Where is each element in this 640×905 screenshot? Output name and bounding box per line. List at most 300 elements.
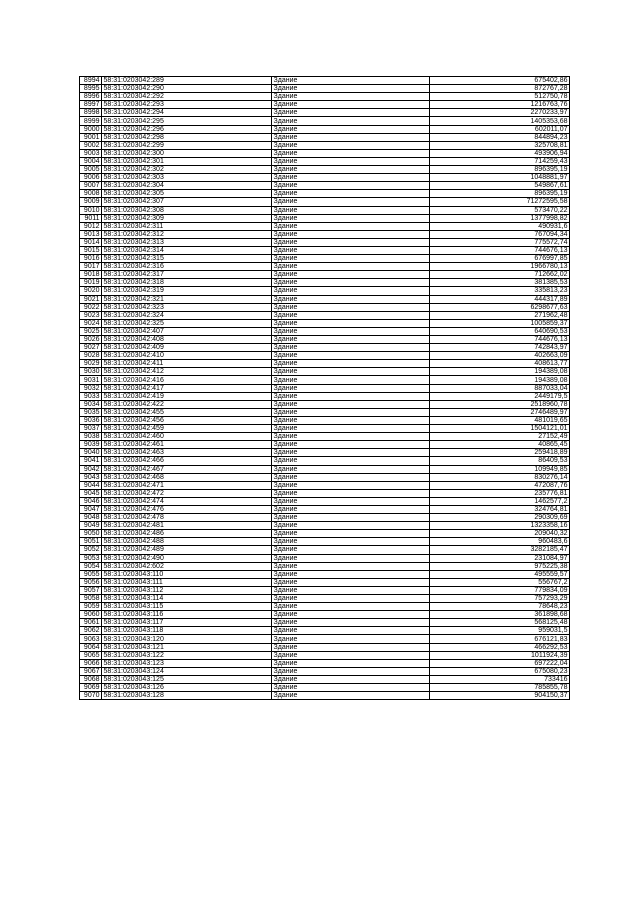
cadastral-number: 58:31:0203042:314: [102, 246, 272, 254]
row-number: 9025: [80, 327, 102, 335]
cadastral-number: 58:31:0203042:298: [102, 133, 272, 141]
cadastral-number: 58:31:0203042:486: [102, 530, 272, 538]
row-number: 8997: [80, 101, 102, 109]
cadastral-number: 58:31:0203043:111: [102, 578, 272, 586]
cadastral-number: 58:31:0203042:316: [102, 263, 272, 271]
row-number: 9053: [80, 554, 102, 562]
object-type: Здание: [272, 352, 430, 360]
table-row: [80, 352, 570, 360]
table-row: [80, 692, 570, 700]
table-row: [80, 255, 570, 263]
cadastral-number: 58:31:0203043:116: [102, 611, 272, 619]
table-row: [80, 157, 570, 165]
cadastral-number: 58:31:0203043:124: [102, 667, 272, 675]
cadastral-value: 290309,69: [430, 514, 570, 522]
cadastral-value: 1005859,37: [430, 319, 570, 327]
row-number: 8999: [80, 117, 102, 125]
cadastral-value: 714259,43: [430, 157, 570, 165]
row-number: 9065: [80, 651, 102, 659]
cadastral-value: 775572,74: [430, 238, 570, 246]
cadastral-value: 896395,19: [430, 166, 570, 174]
cadastral-value: 408613,77: [430, 360, 570, 368]
table-row: [80, 578, 570, 586]
object-type: Здание: [272, 441, 430, 449]
cadastral-number: 58:31:0203042:411: [102, 360, 272, 368]
object-type: Здание: [272, 85, 430, 93]
cadastral-number: 58:31:0203042:313: [102, 238, 272, 246]
cadastral-number: 58:31:0203042:412: [102, 368, 272, 376]
row-number: 9027: [80, 344, 102, 352]
object-type: Здание: [272, 684, 430, 692]
object-type: Здание: [272, 327, 430, 335]
cadastral-value: 975225,38: [430, 562, 570, 570]
row-number: 9009: [80, 198, 102, 206]
row-number: 9039: [80, 441, 102, 449]
cadastral-number: 58:31:0203042:295: [102, 117, 272, 125]
cadastral-value: 1048881,97: [430, 174, 570, 182]
cadastral-number: 58:31:0203042:474: [102, 497, 272, 505]
cadastral-number: 58:31:0203042:293: [102, 101, 272, 109]
table-row: [80, 319, 570, 327]
cadastral-value: 1405353,68: [430, 117, 570, 125]
cadastral-number: 58:31:0203042:318: [102, 279, 272, 287]
row-number: 9050: [80, 530, 102, 538]
table-row: [80, 457, 570, 465]
row-number: 9013: [80, 230, 102, 238]
row-number: 9061: [80, 619, 102, 627]
object-type: Здание: [272, 311, 430, 319]
cadastral-value: 493906,94: [430, 149, 570, 157]
cadastral-number: 58:31:0203043:117: [102, 619, 272, 627]
object-type: Здание: [272, 603, 430, 611]
object-type: Здание: [272, 214, 430, 222]
cadastral-value: 872767,28: [430, 85, 570, 93]
row-number: 9026: [80, 336, 102, 344]
row-number: 8995: [80, 85, 102, 93]
cadastral-number: 58:31:0203042:459: [102, 425, 272, 433]
cadastral-value: 2518960,78: [430, 400, 570, 408]
cadastral-number: 58:31:0203042:311: [102, 222, 272, 230]
row-number: 9045: [80, 489, 102, 497]
cadastral-number: 58:31:0203042:317: [102, 271, 272, 279]
table-row: [80, 279, 570, 287]
cadastral-value: 742843,97: [430, 344, 570, 352]
cadastral-number: 58:31:0203042:294: [102, 109, 272, 117]
cadastral-value: 744676,13: [430, 246, 570, 254]
row-number: 9059: [80, 603, 102, 611]
table-row: [80, 368, 570, 376]
cadastral-value: 235776,81: [430, 489, 570, 497]
cadastral-value: 744676,13: [430, 336, 570, 344]
row-number: 9042: [80, 465, 102, 473]
table-body: [80, 77, 570, 700]
object-type: Здание: [272, 433, 430, 441]
cadastral-value: 361898,68: [430, 611, 570, 619]
object-type: Здание: [272, 77, 430, 85]
cadastral-number: 58:31:0203042:321: [102, 295, 272, 303]
cadastral-value: 78648,23: [430, 603, 570, 611]
object-type: Здание: [272, 554, 430, 562]
object-type: Здание: [272, 546, 430, 554]
cadastral-value: 556767,2: [430, 578, 570, 586]
cadastral-value: 335813,23: [430, 287, 570, 295]
cadastral-number: 58:31:0203042:490: [102, 554, 272, 562]
cadastral-value: 481019,65: [430, 416, 570, 424]
row-number: 9018: [80, 271, 102, 279]
cadastral-number: 58:31:0203042:303: [102, 174, 272, 182]
row-number: 9069: [80, 684, 102, 692]
table-row: [80, 166, 570, 174]
table-row: [80, 336, 570, 344]
cadastral-number: 58:31:0203042:309: [102, 214, 272, 222]
object-type: Здание: [272, 336, 430, 344]
row-number: 9049: [80, 522, 102, 530]
row-number: 9048: [80, 514, 102, 522]
table-row: [80, 433, 570, 441]
table-row: [80, 222, 570, 230]
row-number: 9057: [80, 586, 102, 594]
object-type: Здание: [272, 279, 430, 287]
object-type: Здание: [272, 619, 430, 627]
cadastral-value: 3282185,47: [430, 546, 570, 554]
row-number: 9008: [80, 190, 102, 198]
row-number: 9006: [80, 174, 102, 182]
cadastral-value: 887033,04: [430, 384, 570, 392]
table-row: [80, 416, 570, 424]
row-number: 9056: [80, 578, 102, 586]
row-number: 9040: [80, 449, 102, 457]
cadastral-value: 1504121,01: [430, 425, 570, 433]
row-number: 9015: [80, 246, 102, 254]
object-type: Здание: [272, 400, 430, 408]
row-number: 8996: [80, 93, 102, 101]
table-row: [80, 659, 570, 667]
table-row: [80, 198, 570, 206]
row-number: 9031: [80, 376, 102, 384]
cadastral-value: 2270233,97: [430, 109, 570, 117]
cadastral-value: 1323358,16: [430, 522, 570, 530]
cadastral-value: 194389,08: [430, 368, 570, 376]
row-number: 8994: [80, 77, 102, 85]
table-row: [80, 190, 570, 198]
cadastral-number: 58:31:0203042:305: [102, 190, 272, 198]
object-type: Здание: [272, 174, 430, 182]
cadastral-number: 58:31:0203042:488: [102, 538, 272, 546]
row-number: 9004: [80, 157, 102, 165]
cadastral-number: 58:31:0203042:466: [102, 457, 272, 465]
cadastral-number: 58:31:0203042:419: [102, 392, 272, 400]
cadastral-number: 58:31:0203042:478: [102, 514, 272, 522]
object-type: Здание: [272, 425, 430, 433]
object-type: Здание: [272, 457, 430, 465]
object-type: Здание: [272, 222, 430, 230]
table-row: [80, 489, 570, 497]
cadastral-number: 58:31:0203042:325: [102, 319, 272, 327]
object-type: Здание: [272, 449, 430, 457]
cadastral-value: 466292,53: [430, 643, 570, 651]
table-row: [80, 554, 570, 562]
object-type: Здание: [272, 198, 430, 206]
cadastral-value: 231084,97: [430, 554, 570, 562]
row-number: 9060: [80, 611, 102, 619]
object-type: Здание: [272, 384, 430, 392]
row-number: 9067: [80, 667, 102, 675]
object-type: Здание: [272, 408, 430, 416]
table-row: [80, 465, 570, 473]
object-type: Здание: [272, 255, 430, 263]
cadastral-number: 58:31:0203043:121: [102, 643, 272, 651]
table-row: [80, 311, 570, 319]
cadastral-value: 757293,29: [430, 595, 570, 603]
cadastral-number: 58:31:0203042:323: [102, 303, 272, 311]
object-type: Здание: [272, 190, 430, 198]
cadastral-value: 676121,83: [430, 635, 570, 643]
object-type: Здание: [272, 392, 430, 400]
table-row: [80, 408, 570, 416]
table-row: [80, 77, 570, 85]
object-type: Здание: [272, 538, 430, 546]
object-type: Здание: [272, 230, 430, 238]
row-number: 9043: [80, 473, 102, 481]
cadastral-number: 58:31:0203042:409: [102, 344, 272, 352]
cadastral-value: 830276,14: [430, 473, 570, 481]
cadastral-value: 2449179,5: [430, 392, 570, 400]
row-number: 8998: [80, 109, 102, 117]
cadastral-number: 58:31:0203042:312: [102, 230, 272, 238]
cadastral-number: 58:31:0203042:289: [102, 77, 272, 85]
object-type: Здание: [272, 497, 430, 505]
row-number: 9000: [80, 125, 102, 133]
cadastral-number: 58:31:0203043:128: [102, 692, 272, 700]
object-type: Здание: [272, 166, 430, 174]
table-row: [80, 101, 570, 109]
row-number: 9024: [80, 319, 102, 327]
cadastral-value: 1462577,2: [430, 497, 570, 505]
cadastral-value: 844894,23: [430, 133, 570, 141]
cadastral-number: 58:31:0203042:422: [102, 400, 272, 408]
table-row: [80, 562, 570, 570]
object-type: Здание: [272, 416, 430, 424]
table-row: [80, 287, 570, 295]
object-type: Здание: [272, 465, 430, 473]
cadastral-number: 58:31:0203042:416: [102, 376, 272, 384]
cadastral-value: 697222,04: [430, 659, 570, 667]
row-number: 9063: [80, 635, 102, 643]
cadastral-value: 271962,48: [430, 311, 570, 319]
object-type: Здание: [272, 182, 430, 190]
object-type: Здание: [272, 667, 430, 675]
table-row: [80, 238, 570, 246]
table-row: [80, 675, 570, 683]
cadastral-value: 490931,6: [430, 222, 570, 230]
cadastral-number: 58:31:0203042:471: [102, 481, 272, 489]
cadastral-number: 58:31:0203043:125: [102, 675, 272, 683]
row-number: 9052: [80, 546, 102, 554]
cadastral-value: 2746489,97: [430, 408, 570, 416]
table-row: [80, 117, 570, 125]
cadastral-value: 402663,09: [430, 352, 570, 360]
row-number: 9001: [80, 133, 102, 141]
row-number: 9007: [80, 182, 102, 190]
row-number: 9066: [80, 659, 102, 667]
table-row: [80, 263, 570, 271]
object-type: Здание: [272, 505, 430, 513]
row-number: 9055: [80, 570, 102, 578]
row-number: 9010: [80, 206, 102, 214]
cadastral-number: 58:31:0203042:468: [102, 473, 272, 481]
cadastral-number: 58:31:0203042:408: [102, 336, 272, 344]
cadastral-number: 58:31:0203042:290: [102, 85, 272, 93]
row-number: 9021: [80, 295, 102, 303]
cadastral-value: 40865,45: [430, 441, 570, 449]
row-number: 9068: [80, 675, 102, 683]
row-number: 9002: [80, 141, 102, 149]
table-row: [80, 214, 570, 222]
table-row: [80, 570, 570, 578]
object-type: Здание: [272, 303, 430, 311]
table-row: [80, 295, 570, 303]
cadastral-value: 259418,89: [430, 449, 570, 457]
cadastral-number: 58:31:0203043:120: [102, 635, 272, 643]
cadastral-value: 1216763,76: [430, 101, 570, 109]
cadastral-number: 58:31:0203042:315: [102, 255, 272, 263]
row-number: 9032: [80, 384, 102, 392]
row-number: 9016: [80, 255, 102, 263]
cadastral-number: 58:31:0203042:472: [102, 489, 272, 497]
object-type: Здание: [272, 360, 430, 368]
row-number: 9051: [80, 538, 102, 546]
table-row: [80, 481, 570, 489]
object-type: Здание: [272, 295, 430, 303]
cadastral-value: 1966780,13: [430, 263, 570, 271]
table-row: [80, 149, 570, 157]
cadastral-value: 640690,53: [430, 327, 570, 335]
table-row: [80, 303, 570, 311]
cadastral-number: 58:31:0203043:114: [102, 595, 272, 603]
table-row: [80, 384, 570, 392]
cadastral-number: 58:31:0203042:417: [102, 384, 272, 392]
object-type: Здание: [272, 344, 430, 352]
cadastral-value: 602011,07: [430, 125, 570, 133]
row-number: 9012: [80, 222, 102, 230]
table-row: [80, 93, 570, 101]
object-type: Здание: [272, 238, 430, 246]
object-type: Здание: [272, 530, 430, 538]
row-number: 9037: [80, 425, 102, 433]
object-type: Здание: [272, 586, 430, 594]
cadastral-number: 58:31:0203042:304: [102, 182, 272, 190]
table-row: [80, 441, 570, 449]
row-number: 9019: [80, 279, 102, 287]
object-type: Здание: [272, 578, 430, 586]
cadastral-number: 58:31:0203043:118: [102, 627, 272, 635]
table-row: [80, 360, 570, 368]
table-row: [80, 344, 570, 352]
cadastral-number: 58:31:0203042:461: [102, 441, 272, 449]
row-number: 9014: [80, 238, 102, 246]
table-row: [80, 586, 570, 594]
object-type: Здание: [272, 319, 430, 327]
row-number: 9054: [80, 562, 102, 570]
cadastral-number: 58:31:0203043:112: [102, 586, 272, 594]
table-row: [80, 473, 570, 481]
object-type: Здание: [272, 595, 430, 603]
object-type: Здание: [272, 93, 430, 101]
cadastral-number: 58:31:0203042:460: [102, 433, 272, 441]
table-row: [80, 376, 570, 384]
object-type: Здание: [272, 149, 430, 157]
cadastral-number: 58:31:0203042:308: [102, 206, 272, 214]
cadastral-number: 58:31:0203042:301: [102, 157, 272, 165]
cadastral-value: 472087,76: [430, 481, 570, 489]
cadastral-number: 58:31:0203042:319: [102, 287, 272, 295]
object-type: Здание: [272, 675, 430, 683]
table-row: [80, 246, 570, 254]
object-type: Здание: [272, 651, 430, 659]
cadastral-value: 767094,34: [430, 230, 570, 238]
table-row: [80, 206, 570, 214]
object-type: Здание: [272, 562, 430, 570]
row-number: 9036: [80, 416, 102, 424]
cadastral-value: 675080,23: [430, 667, 570, 675]
cadastral-number: 58:31:0203042:324: [102, 311, 272, 319]
table-row: [80, 514, 570, 522]
object-type: Здание: [272, 659, 430, 667]
cadastral-value: 960483,6: [430, 538, 570, 546]
object-type: Здание: [272, 246, 430, 254]
cadastral-number: 58:31:0203042:407: [102, 327, 272, 335]
object-type: Здание: [272, 206, 430, 214]
cadastral-value: 733416: [430, 675, 570, 683]
cadastral-number: 58:31:0203042:307: [102, 198, 272, 206]
cadastral-number: 58:31:0203043:126: [102, 684, 272, 692]
cadastral-value: 959031,5: [430, 627, 570, 635]
table-row: [80, 538, 570, 546]
table-row: [80, 522, 570, 530]
table-row: [80, 651, 570, 659]
cadastral-value: 444317,89: [430, 295, 570, 303]
table-row: [80, 400, 570, 408]
object-type: Здание: [272, 109, 430, 117]
cadastral-number: 58:31:0203042:456: [102, 416, 272, 424]
cadastral-number: 58:31:0203042:463: [102, 449, 272, 457]
row-number: 9020: [80, 287, 102, 295]
cadastral-number: 58:31:0203042:476: [102, 505, 272, 513]
table-row: [80, 497, 570, 505]
table-row: [80, 619, 570, 627]
cadastral-number: 58:31:0203042:602: [102, 562, 272, 570]
table-row: [80, 133, 570, 141]
object-type: Здание: [272, 522, 430, 530]
object-type: Здание: [272, 368, 430, 376]
table-row: [80, 85, 570, 93]
cadastral-number: 58:31:0203042:292: [102, 93, 272, 101]
cadastral-value: 6298677,63: [430, 303, 570, 311]
row-number: 9058: [80, 595, 102, 603]
row-number: 9017: [80, 263, 102, 271]
table-row: [80, 667, 570, 675]
cadastral-value: 86409,53: [430, 457, 570, 465]
cadastral-number: 58:31:0203042:296: [102, 125, 272, 133]
table-row: [80, 595, 570, 603]
table-row: [80, 141, 570, 149]
cadastral-value: 209040,32: [430, 530, 570, 538]
table-row: [80, 125, 570, 133]
table-row: [80, 392, 570, 400]
row-number: 9034: [80, 400, 102, 408]
table-row: [80, 174, 570, 182]
cadastral-value: 381385,53: [430, 279, 570, 287]
